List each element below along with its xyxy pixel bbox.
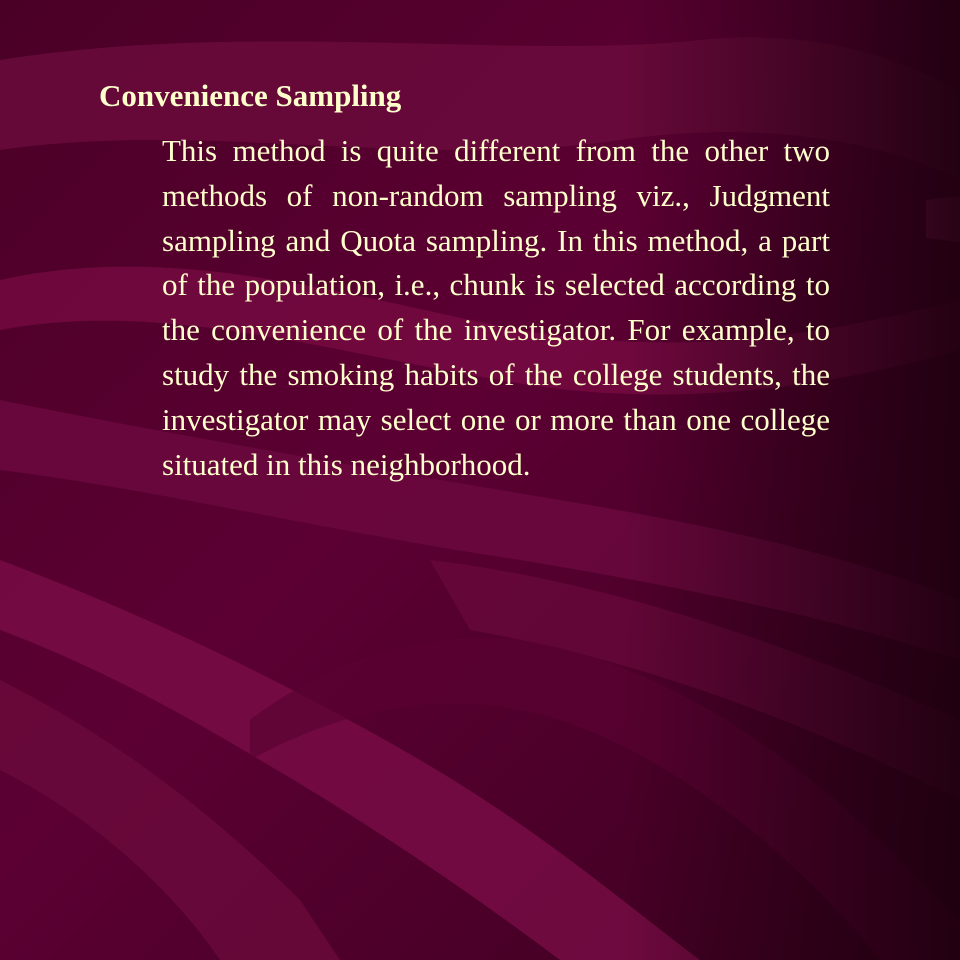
slide-title: Convenience Sampling xyxy=(99,78,402,113)
slide-body-text: This method is quite different from the other two methods of non-random sampling viz., Judgment sampling and Quota sampling. In this method, a part of the population, i.e., chunk is selected according to the convenience of the investigator. For example, to study the smoking habits of the college students, the investigator may select one or more than one college situated in this neighborhood. xyxy=(162,133,830,482)
